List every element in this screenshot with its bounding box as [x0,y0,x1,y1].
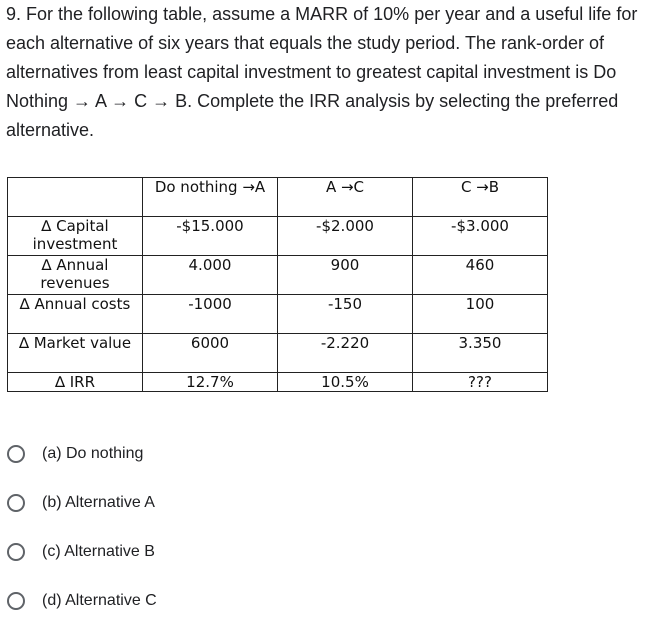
table-cell: 12.7% [143,373,278,392]
radio-button-icon[interactable] [7,445,25,463]
table-row [8,256,548,295]
row-label: ∆ IRR [8,373,143,392]
option-d[interactable] [7,589,157,613]
option-label: (d) Alternative C [42,592,157,609]
table-header-cell: C →B [413,178,548,217]
table-cell: -150 [278,295,413,334]
option-b[interactable] [7,491,157,515]
table-header-cell: Do nothing →A [143,178,278,217]
table-header-cell: A →C [278,178,413,217]
table-cell: 3.350 [413,334,548,373]
table-row [8,334,548,373]
row-label: ∆ Annual costs [8,295,143,334]
table-row [8,217,548,256]
table-cell: -$15.000 [143,217,278,256]
table-row [8,373,548,392]
option-label: (b) Alternative A [42,494,155,511]
table-cell: -$2.000 [278,217,413,256]
irr-table [7,177,548,392]
table-cell: 900 [278,256,413,295]
row-label: ∆ Annual revenues [8,256,143,295]
table-cell: -1000 [143,295,278,334]
row-label: ∆ Capital investment [8,217,143,256]
row-label: ∆ Market value [8,334,143,373]
table-cell: ??? [413,373,548,392]
table-cell: 460 [413,256,548,295]
table-cell: 6000 [143,334,278,373]
table-row [8,295,548,334]
option-label: (c) Alternative B [42,543,155,560]
radio-button-icon[interactable] [7,494,25,512]
table-cell: -2.220 [278,334,413,373]
option-label: (a) Do nothing [42,445,144,462]
table-header-row [8,178,548,217]
question-text: 9. For the following table, assume a MARR of 10% per year and a useful life for each alternative of six years that equals the study period. The rank-order of alternatives from least capital investment to greatest capital investment is Do Nothing → A → C → B. Complete the IRR analysis by selecting the preferred alternative. [6,4,638,140]
table-header-cell [8,178,143,217]
irr-table-container [7,177,548,392]
radio-button-icon[interactable] [7,592,25,610]
radio-button-icon[interactable] [7,543,25,561]
option-a[interactable] [7,442,157,466]
answer-options [7,442,157,638]
table-cell: 4.000 [143,256,278,295]
option-c[interactable] [7,540,157,564]
table-cell: 100 [413,295,548,334]
table-cell: -$3.000 [413,217,548,256]
table-cell: 10.5% [278,373,413,392]
